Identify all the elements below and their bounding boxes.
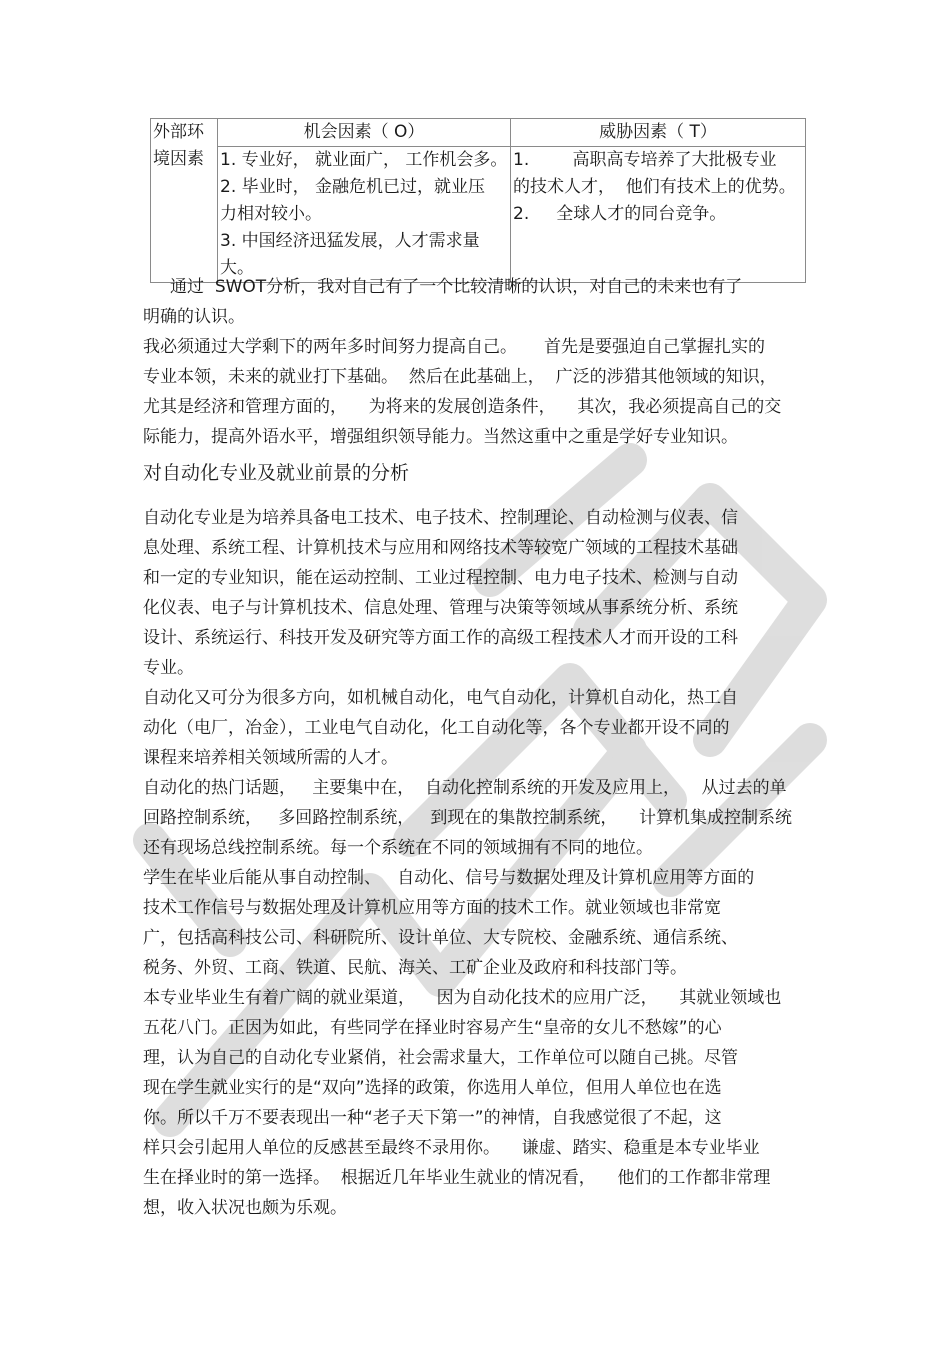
- text-line: 广，包括高科技公司、科研院所、设计单位、大专院校、金融系统、通信系统、: [143, 928, 738, 948]
- text-line: 现在学生就业实行的是“双向”选择的政策，你选用人单位，但用人单位也在选: [143, 1078, 722, 1098]
- text-line: 设计、系统运行、科技开发及研究等方面工作的高级工程技术人才而开设的工科: [143, 628, 738, 648]
- threat-line: 1. 高职高专培养了大批极专业: [513, 150, 777, 170]
- text-line: 学生在毕业后能从事自动控制、 自动化、信号与数据处理及计算机应用等方面的: [143, 868, 755, 888]
- text-line: 专业本领，未来的就业打下基础。 然后在此基础上， 广泛的涉猎其他领域的知识，: [143, 367, 777, 387]
- self-improvement-paragraph: [143, 332, 781, 452]
- text-line: 明确的认识。: [143, 307, 245, 327]
- body-paragraph-hot-topics: [143, 773, 792, 863]
- text-line: 想，收入状况也颇为乐观。: [143, 1198, 347, 1218]
- opportunity-line: 1. 专业好， 就业面广， 工作机会多。: [220, 150, 508, 170]
- body-paragraph-employment-fields: [143, 863, 754, 983]
- opportunity-line: 3. 中国经济迅猛发展，人才需求量: [220, 231, 480, 251]
- text-line: 通过 SWOT分析，我对自己有了一个比较清晰的认识，对自己的未来也有了: [143, 277, 743, 297]
- text-line: 际能力，提高外语水平，增强组织领导能力。当然这重中之重是学好专业知识。: [143, 427, 738, 447]
- text-line: 生在择业时的第一选择。 根据近几年毕业生就业的情况看， 他们的工作都非常理: [143, 1168, 771, 1188]
- threat-header: 威胁因素（ T）: [511, 119, 806, 147]
- text-line: 专业。: [143, 658, 194, 678]
- text-line: 你。所以千万不要表现出一种“老子天下第一”的神情，自我感觉很了不起，这: [143, 1108, 722, 1128]
- threat-line: 的技术人才， 他们有技术上的优势。: [513, 177, 796, 197]
- text-line: 和一定的专业知识，能在运动控制、工业过程控制、电力电子技术、检测与自动: [143, 568, 738, 588]
- text-line: 动化（电厂，冶金），工业电气自动化，化工自动化等，各个专业都开设不同的: [143, 718, 730, 738]
- text-line: 我必须通过大学剩下的两年多时间努力提高自己。 首先是要强迫自己掌握扎实的: [143, 337, 766, 357]
- swot-table: [150, 118, 806, 283]
- text-line: 自动化的热门话题， 主要集中在， 自动化控制系统的开发及应用上， 从过去的单: [143, 778, 787, 798]
- opportunity-header: 机会因素（ O）: [218, 119, 511, 147]
- text-line: 税务、外贸、工商、铁道、民航、海关、工矿企业及政府和科技部门等。: [143, 958, 687, 978]
- text-line: 回路控制系统， 多回路控制系统， 到现在的集散控制系统， 计算机集成控制系统: [143, 808, 793, 828]
- text-line: 五花八门。正因为如此，有些同学在择业时容易产生“皇帝的女儿不愁嫁”的心: [143, 1018, 722, 1038]
- text-line: 本专业毕业生有着广阔的就业渠道， 因为自动化技术的应用广泛， 其就业领域也: [143, 988, 782, 1008]
- text-line: 课程来培养相关领域所需的人才。: [143, 748, 398, 768]
- text-line: 尤其是经济和管理方面的， 为将来的发展创造条件， 其次，我必须提高自己的交: [143, 397, 782, 417]
- threat-line: 2. 全球人才的同台竞争。: [513, 204, 727, 224]
- text-line: 化仪表、电子与计算机技术、信息处理、管理与决策等领域从事系统分析、系统: [143, 598, 738, 618]
- opportunity-line: 大。: [220, 258, 254, 278]
- text-line: 息处理、系统工程、计算机技术与应用和网络技术等较宽广领域的工程技术基础: [143, 538, 738, 558]
- opportunity-cell: [218, 147, 511, 283]
- swot-summary-paragraph: [143, 272, 742, 332]
- body-paragraph-major-definition: [143, 503, 738, 683]
- text-line: 技术工作信号与数据处理及计算机应用等方面的技术工作。就业领域也非常宽: [143, 898, 721, 918]
- external-factors-cell: [151, 119, 218, 283]
- text-line: 样只会引起用人单位的反感甚至最终不录用你。 谦虚、踏实、稳重是本专业毕业: [143, 1138, 760, 1158]
- text-line: 自动化又可分为很多方向，如机械自动化，电气自动化，计算机自动化，热工自: [143, 688, 738, 708]
- row-header-line: 外部环: [153, 122, 204, 142]
- body-paragraph-directions: [143, 683, 738, 773]
- opportunity-line: 2. 毕业时， 金融危机已过，就业压: [220, 177, 486, 197]
- text-line: 理，认为自己的自动化专业紧俏，社会需求量大，工作单位可以随自己挑。尽管: [143, 1048, 738, 1068]
- row-header-line: 境因素: [153, 149, 204, 169]
- text-line: 自动化专业是为培养具备电工技术、电子技术、控制理论、自动检测与仪表、信: [143, 508, 738, 528]
- text-line: 还有现场总线控制系统。每一个系统在不同的领域拥有不同的地位。: [143, 838, 653, 858]
- section-heading: 对自动化专业及就业前景的分析: [143, 462, 410, 484]
- body-paragraph-job-outlook: [143, 983, 781, 1223]
- threat-cell: [511, 147, 806, 283]
- opportunity-line: 力相对较小。: [220, 204, 322, 224]
